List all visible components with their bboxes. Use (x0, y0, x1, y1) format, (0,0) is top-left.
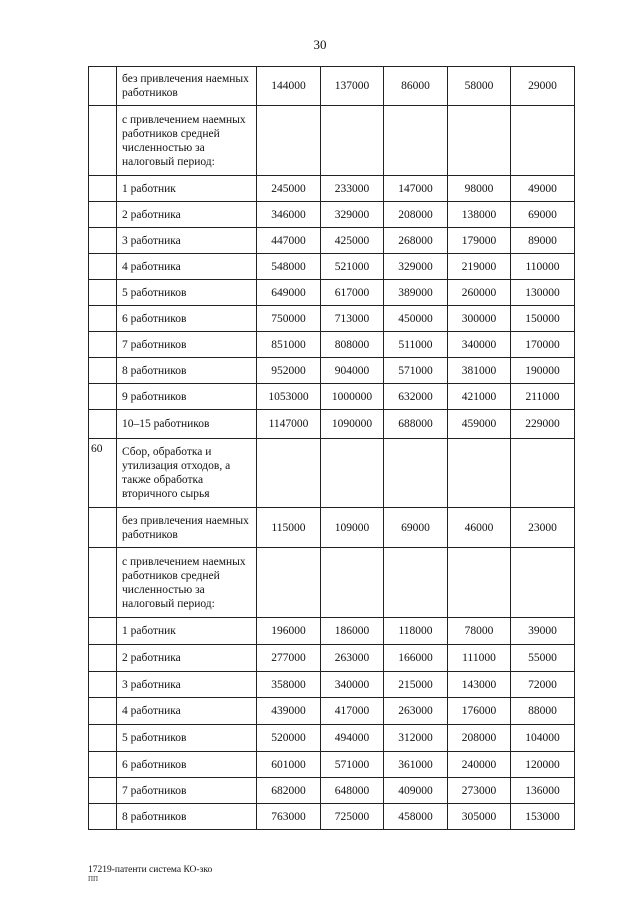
activity-label-cell: 8 работников (117, 358, 257, 384)
activity-label-cell: Сбор, обработка и утилизация отходов, а также обработка вторичного сырья (117, 439, 257, 508)
row-number-cell (89, 202, 117, 228)
table-row (89, 67, 575, 106)
activity-label-cell: 2 работника (117, 645, 257, 672)
activity-label-cell: без привлечения наемных работников (117, 508, 257, 548)
value-cell: 682000 (257, 778, 321, 804)
value-cell (321, 439, 384, 508)
value-cell: 263000 (384, 698, 448, 725)
value-cell: 358000 (257, 672, 321, 698)
value-cell (321, 548, 384, 618)
row-number-cell (89, 672, 117, 698)
value-cell: 46000 (448, 508, 511, 548)
activity-label-cell: 3 работника (117, 672, 257, 698)
activity-label-cell: с привлечением наемных работников средней численностью за налоговый период: (117, 106, 257, 176)
value-cell: 229000 (511, 410, 575, 439)
value-cell: 763000 (257, 804, 321, 830)
value-cell: 648000 (321, 778, 384, 804)
value-cell: 381000 (448, 358, 511, 384)
activity-label-cell: 8 работников (117, 804, 257, 830)
value-cell: 29000 (511, 67, 575, 106)
table-row (89, 725, 575, 752)
value-cell: 725000 (321, 804, 384, 830)
value-cell: 208000 (384, 202, 448, 228)
table-row (89, 106, 575, 176)
value-cell: 86000 (384, 67, 448, 106)
value-cell: 340000 (448, 332, 511, 358)
value-cell (448, 439, 511, 508)
value-cell: 166000 (384, 645, 448, 672)
row-number-cell (89, 332, 117, 358)
activity-label-cell: 5 работников (117, 280, 257, 306)
value-cell: 208000 (448, 725, 511, 752)
table-row (89, 306, 575, 332)
value-cell: 421000 (448, 384, 511, 410)
value-cell: 548000 (257, 254, 321, 280)
table-row (89, 254, 575, 280)
row-number-cell (89, 280, 117, 306)
value-cell: 78000 (448, 618, 511, 645)
value-cell: 447000 (257, 228, 321, 254)
row-number-cell (89, 228, 117, 254)
activity-label-cell: с привлечением наемных работников средней численностью за налоговый период: (117, 548, 257, 618)
activity-label-cell: 3 работника (117, 228, 257, 254)
activity-label-cell: 1 работник (117, 176, 257, 202)
value-cell: 211000 (511, 384, 575, 410)
value-cell: 190000 (511, 358, 575, 384)
activity-label-cell: 2 работника (117, 202, 257, 228)
value-cell: 23000 (511, 508, 575, 548)
value-cell: 196000 (257, 618, 321, 645)
value-cell: 305000 (448, 804, 511, 830)
value-cell: 58000 (448, 67, 511, 106)
row-number-cell (89, 508, 117, 548)
table-row (89, 202, 575, 228)
value-cell: 273000 (448, 778, 511, 804)
table-row (89, 508, 575, 548)
value-cell: 312000 (384, 725, 448, 752)
row-number-cell (89, 752, 117, 778)
value-cell: 233000 (321, 176, 384, 202)
activity-label-cell: 6 работников (117, 752, 257, 778)
value-cell: 1053000 (257, 384, 321, 410)
value-cell: 240000 (448, 752, 511, 778)
value-cell: 176000 (448, 698, 511, 725)
value-cell: 361000 (384, 752, 448, 778)
table-row (89, 548, 575, 618)
table-row (89, 618, 575, 645)
row-number-cell (89, 306, 117, 332)
activity-label-cell: 10–15 работников (117, 410, 257, 439)
value-cell: 750000 (257, 306, 321, 332)
footer-line-2: ПП (88, 875, 99, 883)
value-cell: 115000 (257, 508, 321, 548)
row-number-cell (89, 384, 117, 410)
value-cell (448, 548, 511, 618)
value-cell: 170000 (511, 332, 575, 358)
value-cell (384, 439, 448, 508)
row-number-cell (89, 106, 117, 176)
value-cell: 111000 (448, 645, 511, 672)
row-number-cell (89, 725, 117, 752)
value-cell: 89000 (511, 228, 575, 254)
value-cell: 72000 (511, 672, 575, 698)
value-cell: 55000 (511, 645, 575, 672)
row-number-cell (89, 176, 117, 202)
value-cell: 88000 (511, 698, 575, 725)
value-cell: 137000 (321, 67, 384, 106)
table-row (89, 672, 575, 698)
value-cell: 346000 (257, 202, 321, 228)
patent-rates-table (88, 66, 575, 830)
activity-label-cell: без привлечения наемных работников (117, 67, 257, 106)
value-cell: 277000 (257, 645, 321, 672)
table-row (89, 332, 575, 358)
value-cell: 409000 (384, 778, 448, 804)
table-row (89, 752, 575, 778)
activity-label-cell: 6 работников (117, 306, 257, 332)
value-cell: 1000000 (321, 384, 384, 410)
value-cell: 851000 (257, 332, 321, 358)
value-cell (384, 106, 448, 176)
value-cell: 69000 (511, 202, 575, 228)
activity-label-cell: 4 работника (117, 698, 257, 725)
table-row (89, 410, 575, 439)
row-number-cell (89, 618, 117, 645)
activity-label-cell: 7 работников (117, 778, 257, 804)
value-cell: 494000 (321, 725, 384, 752)
value-cell: 329000 (321, 202, 384, 228)
activity-label-cell: 5 работников (117, 725, 257, 752)
value-cell: 458000 (384, 804, 448, 830)
value-cell: 329000 (384, 254, 448, 280)
value-cell (511, 548, 575, 618)
value-cell: 39000 (511, 618, 575, 645)
value-cell: 571000 (384, 358, 448, 384)
value-cell: 120000 (511, 752, 575, 778)
value-cell: 952000 (257, 358, 321, 384)
value-cell (448, 106, 511, 176)
activity-label-cell: 4 работника (117, 254, 257, 280)
page-number: 30 (313, 37, 327, 52)
value-cell: 571000 (321, 752, 384, 778)
row-number-cell: 60 (89, 439, 117, 508)
value-cell: 147000 (384, 176, 448, 202)
value-cell: 417000 (321, 698, 384, 725)
value-cell: 219000 (448, 254, 511, 280)
value-cell: 340000 (321, 672, 384, 698)
value-cell: 521000 (321, 254, 384, 280)
value-cell: 632000 (384, 384, 448, 410)
footer-line-1: 17219-патенти система КО-зко (88, 865, 213, 875)
value-cell: 186000 (321, 618, 384, 645)
row-number-cell (89, 698, 117, 725)
value-cell: 49000 (511, 176, 575, 202)
row-number-cell (89, 778, 117, 804)
table-row (89, 280, 575, 306)
value-cell: 104000 (511, 725, 575, 752)
row-number-cell (89, 645, 117, 672)
value-cell: 1147000 (257, 410, 321, 439)
value-cell: 601000 (257, 752, 321, 778)
value-cell: 511000 (384, 332, 448, 358)
row-number-cell (89, 410, 117, 439)
value-cell (384, 548, 448, 618)
table-row (89, 698, 575, 725)
value-cell (511, 439, 575, 508)
value-cell: 260000 (448, 280, 511, 306)
table-row (89, 384, 575, 410)
value-cell: 138000 (448, 202, 511, 228)
value-cell: 215000 (384, 672, 448, 698)
value-cell: 263000 (321, 645, 384, 672)
value-cell: 904000 (321, 358, 384, 384)
value-cell: 808000 (321, 332, 384, 358)
value-cell: 617000 (321, 280, 384, 306)
value-cell: 150000 (511, 306, 575, 332)
value-cell: 136000 (511, 778, 575, 804)
table-row (89, 778, 575, 804)
table-row (89, 439, 575, 508)
value-cell: 268000 (384, 228, 448, 254)
value-cell: 69000 (384, 508, 448, 548)
value-cell: 144000 (257, 67, 321, 106)
row-number-cell (89, 804, 117, 830)
value-cell: 143000 (448, 672, 511, 698)
value-cell: 459000 (448, 410, 511, 439)
row-number-cell (89, 358, 117, 384)
value-cell (257, 548, 321, 618)
table-row (89, 804, 575, 830)
value-cell (321, 106, 384, 176)
value-cell: 153000 (511, 804, 575, 830)
value-cell: 118000 (384, 618, 448, 645)
value-cell: 520000 (257, 725, 321, 752)
activity-label-cell: 1 работник (117, 618, 257, 645)
value-cell (257, 439, 321, 508)
value-cell: 450000 (384, 306, 448, 332)
activity-label-cell: 9 работников (117, 384, 257, 410)
value-cell: 1090000 (321, 410, 384, 439)
value-cell: 179000 (448, 228, 511, 254)
row-number-cell (89, 254, 117, 280)
value-cell: 713000 (321, 306, 384, 332)
row-number-cell (89, 67, 117, 106)
value-cell (511, 106, 575, 176)
value-cell: 389000 (384, 280, 448, 306)
row-number-cell (89, 548, 117, 618)
value-cell: 649000 (257, 280, 321, 306)
value-cell: 425000 (321, 228, 384, 254)
value-cell (257, 106, 321, 176)
table-row (89, 176, 575, 202)
value-cell: 109000 (321, 508, 384, 548)
value-cell: 130000 (511, 280, 575, 306)
value-cell: 300000 (448, 306, 511, 332)
value-cell: 439000 (257, 698, 321, 725)
value-cell: 98000 (448, 176, 511, 202)
activity-label-cell: 7 работников (117, 332, 257, 358)
value-cell: 688000 (384, 410, 448, 439)
value-cell: 110000 (511, 254, 575, 280)
table-row (89, 358, 575, 384)
table-row (89, 228, 575, 254)
table-row (89, 645, 575, 672)
footer-note (88, 865, 212, 883)
value-cell: 245000 (257, 176, 321, 202)
